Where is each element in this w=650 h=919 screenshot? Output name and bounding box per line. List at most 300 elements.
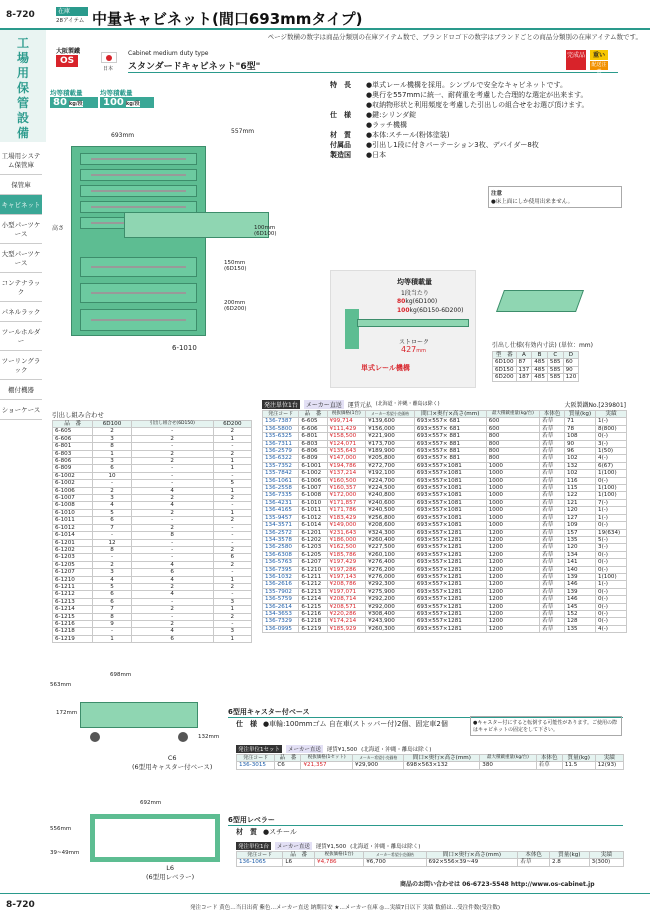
table-cell: 693×557× 881 — [414, 440, 486, 447]
table-row — [263, 596, 627, 603]
table-cell: 485 — [532, 359, 548, 366]
sidebar — [0, 30, 46, 910]
table-cell: 2 — [131, 620, 213, 627]
table-cell: 0(-) — [596, 551, 627, 558]
table-cell: 485 — [532, 366, 548, 373]
table-cell[interactable]: 136-2579 — [263, 448, 299, 455]
table-cell: - — [131, 428, 213, 435]
table-cell[interactable]: 136-6322 — [263, 455, 299, 462]
table-cell: 若草 — [540, 477, 565, 484]
load-value-80: 80 — [53, 97, 67, 108]
table-cell: 585 — [547, 359, 563, 366]
table-cell: ¥135,643 — [327, 448, 366, 455]
table-cell: ¥192,100 — [366, 470, 415, 477]
caster-wheel-icon — [178, 732, 188, 742]
table-cell[interactable]: 136-1032 — [263, 573, 299, 580]
table-cell: 5(-) — [596, 536, 627, 543]
caster-base — [80, 702, 198, 728]
table-cell: 若草 — [540, 618, 565, 625]
table-cell: 12 — [93, 539, 131, 546]
table-cell: ¥324,300 — [366, 529, 415, 536]
table-cell[interactable]: 135-6325 — [263, 433, 299, 440]
table-cell: - — [131, 480, 213, 487]
table-row — [263, 492, 627, 499]
table-cell: 2 — [213, 613, 251, 620]
table-cell: 3 — [93, 435, 131, 442]
dim-6d200: 200mm (6D200) — [224, 300, 247, 312]
table-row — [53, 480, 252, 487]
table-row — [263, 499, 627, 506]
table-cell: 6-809 — [299, 455, 327, 462]
table-cell[interactable]: 136-4165 — [263, 507, 299, 514]
table-cell: ¥205,800 — [366, 455, 415, 462]
spec-key: 材 質 — [330, 131, 351, 139]
rail-stroke-label: ストローク — [399, 339, 430, 346]
table-cell: ¥197,071 — [327, 588, 366, 595]
caster-caption: C6 (6型用キャスター付ベース) — [132, 754, 213, 771]
table-cell: 3(-) — [596, 440, 627, 447]
table-cell: 若草 — [540, 425, 565, 432]
table-cell: ¥231,643 — [327, 529, 366, 536]
table-cell: 6-605 — [53, 428, 93, 435]
table-cell: 6-1214 — [299, 596, 327, 603]
table-cell: ¥197,143 — [327, 573, 366, 580]
table-row — [263, 470, 627, 477]
table-row — [263, 544, 627, 551]
spec-value: ●本体:スチール(粉体塗装) — [366, 131, 450, 139]
table-cell: - — [131, 472, 213, 479]
table-cell[interactable]: 136-2616 — [263, 581, 299, 588]
table-cell: 6-606 — [53, 435, 93, 442]
table-row — [263, 625, 627, 632]
table-cell: 121 — [564, 499, 595, 506]
table-row — [53, 583, 252, 590]
table-cell: 6-1202 — [53, 546, 93, 553]
table-cell: 1 — [213, 635, 251, 642]
table-cell[interactable]: 136-7329 — [263, 618, 299, 625]
table-cell[interactable]: 135-9457 — [263, 514, 299, 521]
table-cell: 6-1207 — [53, 569, 93, 576]
table-cell: 1000 — [486, 462, 539, 469]
table-cell: 若草 — [540, 581, 565, 588]
table-cell[interactable]: 136-7387 — [263, 418, 299, 425]
table-cell[interactable]: 135-7842 — [263, 470, 299, 477]
table-cell: 2 — [131, 583, 213, 590]
table-cell[interactable]: 136-2558 — [263, 485, 299, 492]
table-cell: - — [93, 480, 131, 487]
table-cell: 693×557×1281 — [414, 603, 486, 610]
country-label: 日本 — [103, 66, 114, 72]
table-cell: 1 — [213, 458, 251, 465]
table-cell: 6-1214 — [53, 606, 93, 613]
table-cell: 585 — [547, 374, 563, 381]
table-cell: 若草 — [540, 448, 565, 455]
dim-width: 693mm — [111, 132, 135, 139]
table-cell: 0(-) — [596, 522, 627, 529]
rail-stroke-value: 427 — [401, 345, 417, 354]
table-cell: 4(-) — [596, 455, 627, 462]
table-row — [263, 485, 627, 492]
table-cell: 1(100) — [596, 485, 627, 492]
table-cell: ¥162,500 — [327, 544, 366, 551]
caster-order-bar: 発注単位1セット メーカー直送 運賃¥1,500 (北海道・沖縄・離島は除く) — [238, 747, 432, 753]
table-cell[interactable]: 136-2614 — [263, 603, 299, 610]
table-cell: 6-1201 — [299, 529, 327, 536]
table-cell: 6-1007 — [53, 495, 93, 502]
table-cell: 8 — [93, 546, 131, 553]
table-cell: 1000 — [486, 470, 539, 477]
sidebar-item-storage[interactable]: 保管庫 — [0, 175, 42, 195]
table-cell: 若草 — [540, 551, 565, 558]
caution-title: 注意 — [491, 191, 503, 197]
table-cell: 0(-) — [596, 433, 627, 440]
table-cell: ¥189,900 — [366, 448, 415, 455]
table-cell[interactable]: 136-5763 — [263, 559, 299, 566]
table-cell: ¥208,714 — [327, 596, 366, 603]
table-cell: 若草 — [540, 544, 565, 551]
table-cell: 2 — [93, 561, 131, 568]
table-cell: 2 — [213, 583, 251, 590]
table-cell: 6-1203 — [299, 544, 327, 551]
maker-number: 大阪製鐵No.[239801] — [564, 402, 626, 409]
table-cell: 6-1213 — [299, 588, 327, 595]
table-cell: 6-1008 — [53, 502, 93, 509]
table-cell[interactable]: 134-3653 — [263, 610, 299, 617]
table-cell: 4 — [131, 561, 213, 568]
fee: 運賃元払 — [347, 402, 372, 409]
table-cell: 800 — [486, 440, 539, 447]
table-cell: 693×557×1081 — [414, 477, 486, 484]
load-unit-100: kg/段 — [125, 101, 140, 107]
spec-key: 仕 様 — [330, 111, 351, 119]
footer-page-number: 8-720 — [6, 900, 35, 910]
table-cell: 6D100 — [493, 359, 517, 366]
table-cell[interactable]: 136-4231 — [263, 499, 299, 506]
table-cell: 1200 — [486, 566, 539, 573]
spec-value: ●奥行を557mmに統一、耐荷重を考慮した合理的な選定が出来ます。 — [366, 91, 588, 99]
table-row — [53, 465, 252, 472]
table-cell: 800 — [486, 448, 539, 455]
table-cell: 6-1216 — [299, 610, 327, 617]
page-title: 中量キャビネット(間口693mmタイプ) — [92, 10, 363, 28]
table-row — [263, 425, 627, 432]
table-cell: 693×557×1081 — [414, 462, 486, 469]
table-cell: 6-1014 — [53, 532, 93, 539]
table-cell: 2 — [131, 606, 213, 613]
table-cell: 137 — [516, 366, 532, 373]
sidebar-item-container[interactable]: コンテナラック — [0, 273, 42, 302]
leveler-dim-w: 692mm — [140, 800, 162, 806]
table-cell: 6-1211 — [53, 583, 93, 590]
table-cell: ¥275,900 — [366, 588, 415, 595]
table-cell: 6-1012 — [53, 524, 93, 531]
drawer-box — [496, 290, 584, 312]
table-cell: 若草 — [540, 455, 565, 462]
table-cell[interactable]: 136-1061 — [263, 477, 299, 484]
dim-depth: 557mm — [231, 128, 255, 135]
table-cell: - — [131, 443, 213, 450]
table-cell: 135 — [564, 625, 595, 632]
table-cell: 800 — [486, 433, 539, 440]
table-cell: 693×557×1081 — [414, 485, 486, 492]
table-cell: 2 — [213, 517, 251, 524]
leveler-order-bar: 発注単位1台 メーカー直送 運賃¥1,500 (北海道・沖縄・離島は除く) — [238, 844, 421, 850]
table-cell: 6-1201 — [53, 539, 93, 546]
drawer-illustration — [486, 280, 606, 330]
table-row — [53, 591, 252, 598]
rail-title: 均等積載量 — [397, 278, 432, 286]
table-cell: 6-1216 — [53, 620, 93, 627]
table-cell: 若草 — [540, 625, 565, 632]
table-cell: 8 — [131, 532, 213, 539]
badge-complete: 完成品 — [566, 50, 586, 70]
table-cell: - — [131, 546, 213, 553]
table-cell: 139 — [564, 573, 595, 580]
table-cell: 600 — [486, 418, 539, 425]
badge-heavy: 重い — [590, 50, 608, 60]
sidebar-item-tool[interactable]: ツールホルダー — [0, 322, 42, 351]
table-cell: ¥158,500 — [327, 433, 366, 440]
table-cell: 若草 — [540, 440, 565, 447]
table-cell: 6-1006 — [53, 487, 93, 494]
table-cell: 132 — [564, 462, 595, 469]
table-cell[interactable]: 136-5759 — [263, 596, 299, 603]
table-cell: ¥260,100 — [366, 551, 415, 558]
table-cell: ¥220,286 — [327, 610, 366, 617]
rail-unit2: kg(6D150-6D200) — [409, 307, 464, 314]
table-row — [263, 448, 627, 455]
table-cell[interactable]: 136-7311 — [263, 440, 299, 447]
table-cell: 3 — [93, 495, 131, 502]
table-cell[interactable]: 136-0995 — [263, 625, 299, 632]
table-cell: ¥183,429 — [327, 514, 366, 521]
spec-value: ●日本 — [366, 151, 387, 159]
table-cell: 1 — [213, 465, 251, 472]
table-cell: 6-1002 — [299, 470, 327, 477]
table-cell[interactable]: 134-3571 — [263, 522, 299, 529]
table-cell: ¥227,500 — [366, 544, 415, 551]
table-cell: 146 — [564, 596, 595, 603]
table-row — [53, 606, 252, 613]
spec-key: 製造国 — [330, 151, 351, 159]
table-cell: ¥111,429 — [327, 425, 366, 432]
table-cell: 6-801 — [299, 433, 327, 440]
table-cell: - — [213, 443, 251, 450]
cabinet-body — [71, 146, 206, 336]
table-cell: 若草 — [540, 514, 565, 521]
caster-title: 6型用キャスター付ベース — [228, 707, 623, 718]
table-cell: 6-1212 — [299, 581, 327, 588]
table-cell: ¥256,800 — [366, 514, 415, 521]
table-cell: 127 — [564, 514, 595, 521]
table-cell: 102 — [564, 455, 595, 462]
sidebar-item-system[interactable]: 工場用システム保管庫 — [0, 146, 42, 175]
table-cell: - — [131, 539, 213, 546]
dim-6d150: 150mm (6D150) — [224, 260, 247, 272]
table-row — [53, 524, 252, 531]
sidebar-item-large-parts[interactable]: 大型パーツケース — [0, 244, 42, 273]
table-cell: 485 — [532, 374, 548, 381]
table-cell: 3 — [93, 569, 131, 576]
table-cell: 若草 — [540, 499, 565, 506]
table-cell[interactable]: 136-6308 — [263, 551, 299, 558]
spec-value: ●鍵:シリンダ錠 — [366, 111, 417, 119]
table-cell[interactable]: 136-2580 — [263, 544, 299, 551]
spec-value: ●単式レール機構を採用。シンプルで安全なキャビネットです。 — [366, 81, 567, 89]
table-cell[interactable]: 136-7395 — [263, 566, 299, 573]
table-row — [263, 588, 627, 595]
table-cell: 6-1210 — [299, 566, 327, 573]
table-cell: 6D200 — [493, 374, 517, 381]
footer-legend: 発注コード 黄色…当日出荷 紫色…メーカー直送 納期目安 ★…メーカー在庫 ◎…実績7日以下 実績 数値は…受注件数(受注数) — [190, 905, 501, 911]
table-cell: 693×557×1081 — [414, 492, 486, 499]
table-cell: ¥197,429 — [327, 559, 366, 566]
table-row — [263, 477, 627, 484]
sidebar-item-shelf[interactable]: 棚付機器 — [0, 380, 42, 400]
sidebar-item-cabinet[interactable]: キャビネット — [0, 195, 42, 215]
table-cell: 6-1219 — [53, 635, 93, 642]
table-cell: 122 — [564, 492, 595, 499]
table-cell: 1(-) — [596, 507, 627, 514]
table-cell: 6 — [213, 554, 251, 561]
table-cell: 693×557×1281 — [414, 544, 486, 551]
caster-dim-h2: 132mm — [198, 734, 220, 740]
table-cell: 2 — [93, 487, 131, 494]
table-cell: 6 — [93, 598, 131, 605]
table-cell: 693×557×1081 — [414, 507, 486, 514]
table-row — [53, 598, 252, 605]
cabinet-figure — [46, 120, 281, 365]
table-cell: 2 — [131, 524, 213, 531]
table-cell: 1(100) — [596, 492, 627, 499]
table-cell: 1(50) — [596, 448, 627, 455]
table-cell[interactable]: 134-3578 — [263, 536, 299, 543]
table-cell: 0(-) — [596, 588, 627, 595]
table-cell: ¥171,786 — [327, 507, 366, 514]
table-cell: 600 — [486, 425, 539, 432]
table-cell: 109 — [564, 522, 595, 529]
table-row — [53, 613, 252, 620]
main-order-bar — [262, 400, 626, 409]
table-cell: 6 — [131, 569, 213, 576]
table-cell[interactable]: 136-5800 — [263, 425, 299, 432]
table-cell: ¥99,714 — [327, 418, 366, 425]
badge-shipping: 配送注意 — [591, 62, 607, 75]
table-cell: 693×557×1281 — [414, 618, 486, 625]
caster-spec: 仕 様 ●車輪:100mmゴム 自在車(ストッパー付)2個、固定車2個 — [236, 720, 448, 728]
table-row — [263, 610, 627, 617]
table-cell: 6-806 — [299, 448, 327, 455]
sidebar-item-small-parts[interactable]: 小型パーツケース — [0, 215, 42, 244]
table-cell: 1000 — [486, 499, 539, 506]
table-cell[interactable]: 135-7902 — [263, 588, 299, 595]
table-cell: 6-803 — [299, 440, 327, 447]
table-cell: 693×557×1281 — [414, 596, 486, 603]
table-row — [53, 517, 252, 524]
sidebar-item-showcase[interactable]: ショーケース — [0, 400, 42, 420]
table-cell: 1200 — [486, 588, 539, 595]
table-cell: 4 — [131, 487, 213, 494]
table-cell: 6-1207 — [299, 559, 327, 566]
table-row — [53, 635, 252, 642]
table-cell: 若草 — [540, 573, 565, 580]
table-cell: ¥221,900 — [366, 433, 415, 440]
table-row — [263, 566, 627, 573]
table-cell: ¥173,700 — [366, 440, 415, 447]
table-cell: ¥160,357 — [327, 485, 366, 492]
table-cell: ¥276,400 — [366, 559, 415, 566]
table-cell: 8 — [93, 443, 131, 450]
table-cell: 4 — [93, 502, 131, 509]
table-cell: ¥149,000 — [327, 522, 366, 529]
table-row — [53, 539, 252, 546]
table-cell: ¥260,300 — [366, 625, 415, 632]
table-cell: 若草 — [540, 433, 565, 440]
table-cell: 6-1001 — [299, 462, 327, 469]
table-cell: 6-605 — [299, 418, 327, 425]
table-cell: 若草 — [540, 485, 565, 492]
table-cell: 1000 — [486, 514, 539, 521]
combo-title: 引出し組み合わせ — [52, 411, 104, 419]
table-cell: ¥240,800 — [366, 492, 415, 499]
table-cell: 6-1210 — [53, 576, 93, 583]
table-cell: 2 — [93, 428, 131, 435]
table-cell: 6 — [93, 465, 131, 472]
table-cell: 7(-) — [596, 499, 627, 506]
table-cell: ¥174,214 — [327, 618, 366, 625]
caution-text: ●床上面にしか使用出来ません。 — [491, 199, 574, 205]
table-cell: 若草 — [540, 470, 565, 477]
caster-figure — [50, 672, 220, 780]
table-cell: 693×557×1281 — [414, 588, 486, 595]
caution-box — [488, 186, 622, 208]
table-cell: 5 — [213, 480, 251, 487]
table-cell: 1 — [213, 576, 251, 583]
table-cell: 120 — [564, 544, 595, 551]
table-cell: 6-1211 — [299, 573, 327, 580]
table-cell: 6 — [131, 635, 213, 642]
price-table: 発注コード 品 番 税抜価格(1台) メーカー希望小売価格 間口×奥行×高さ(mm) 最大積載重量(kg/台) 本体色 質量(kg) 実績 136-7387 6-605 ¥99,714 ¥139,600 693×557× 681 600 若草 71 1(-) 136-5800 6-606 ¥111,429 ¥156,000 693×557× 681 600 若草 78 8(800) 135-6325 6-801 ¥158,500 ¥221,900 693×557× 881 800 若草 108 0(-) 136-7311 6-803 ¥124,071 ¥173,700 693×557× 881 800 若草 90 3(-) 136-2579 6-806 ¥135,643 ¥189,900 693×557× 881 800 若草 96 1(50) 136-6322 6-809 ¥147,000 ¥205,800 693×557× 881 800 若草 102 4(-) 135-7352 6-1001 ¥194,786 ¥272,700 693×557×1081 1000 若草 132 6(67) 135-7842 6-1002 ¥137,214 ¥192,100 693×557×1081 1000 若草 102 1(100) 136-1061 6-1006 ¥160,500 ¥224,700 693×557×1081 1000 若草 116 0(-) 136-2558 6-1007 ¥160,357 ¥224,500 693×557×1081 1000 若草 115 1(100) 136-7335 6-1008 ¥172,000 ¥240,800 693×557×1081 1000 若草 122 1(100) 136-4231 6-1010 ¥171,857 ¥240,600 693×557×1081 1000 若草 121 7(-) 136-4165 6-1011 ¥171,786 ¥240,500 693×557×1081 1000 若草 120 1(-) 135-9457 6-1012 ¥183,429 ¥256,800 693×557×1081 1000 若草 127 1(-) 134-3571 6-1014 ¥149,000 ¥208,600 693×557×1081 1000 若草 109 0(-) 136-2572 6-1201 ¥231,643 ¥324,300 693×557×1281 1200 若草 157 19(634) 134-3578 6-1202 ¥186,000 ¥260,400 693×557×1281 1200 若草 135 5(-) 136-2580 6-1203 ¥162,500 ¥227,500 693×557×1281 1200 若草 120 3(-) 136-6308 6-1205 ¥185,786 ¥260,100 693×557×1281 1200 若草 134 0(-) 136-5763 6-1207 ¥197,429 ¥276,400 693×557×1281 1200 若草 141 0(-) 136-7395 6-1210 ¥197,286 ¥276,200 693×557×1281 1200 若草 140 0(-) 136-1032 6-1211 ¥197,143 ¥276,000 693×557×1281 1200 若草 139 1(100) 136-2616 6-1212 ¥208,786 ¥292,300 693×557×1281 1200 若草 146 1(-) 135-7902 6-1213 ¥197,071 ¥275,900 693×557×1281 1200 若草 139 0(-) 136-5759 6-1214 ¥208,714 ¥292,200 693×557×1281 1200 若草 146 0(-) 136-2614 6-1215 ¥208,571 ¥292,000 693×557×1281 1200 若草 145 0(-) 134-3653 6-1216 ¥220,286 ¥308,400 693×557×1281 1200 若草 152 0(-) 136-7329 6-1218 ¥174,214 ¥243,900 693×557×1281 1200 若草 128 0(-) 136-0995 6-1219 ¥185,929 ¥260,300 693×557×1281 1200 若草 135 4(-) — [262, 410, 627, 633]
table-cell: 1200 — [486, 610, 539, 617]
leveler-caption: L6 (6型用レベラー) — [146, 864, 195, 881]
leveler-title: 6型用レベラー — [228, 815, 623, 826]
sidebar-item-panel[interactable]: パネルラック — [0, 302, 42, 322]
table-cell: ¥224,500 — [366, 485, 415, 492]
product-series-title: スタンダードキャビネット"6型" — [128, 62, 261, 72]
delivery: メーカー直送 — [305, 402, 342, 409]
table-cell: 90 — [563, 366, 579, 373]
table-cell: 6 — [93, 591, 131, 598]
table-cell: 1200 — [486, 573, 539, 580]
table-cell: 1000 — [486, 485, 539, 492]
table-cell: 2 — [213, 495, 251, 502]
table-row — [53, 509, 252, 516]
table-cell[interactable]: 135-7352 — [263, 462, 299, 469]
table-cell: 1000 — [486, 477, 539, 484]
table-cell[interactable]: 136-7335 — [263, 492, 299, 499]
table-cell: 1000 — [486, 507, 539, 514]
table-cell: 60 — [563, 359, 579, 366]
table-cell[interactable]: 136-2572 — [263, 529, 299, 536]
table-cell: 800 — [486, 455, 539, 462]
table-cell: 693×557×1081 — [414, 499, 486, 506]
table-cell: 若草 — [540, 536, 565, 543]
table-row — [263, 603, 627, 610]
sidebar-item-tooling[interactable]: ツーリングラック — [0, 351, 42, 380]
table-cell: 1(-) — [596, 418, 627, 425]
load-unit-80: kg/段 — [68, 101, 83, 107]
table-cell: 6-1215 — [53, 613, 93, 620]
